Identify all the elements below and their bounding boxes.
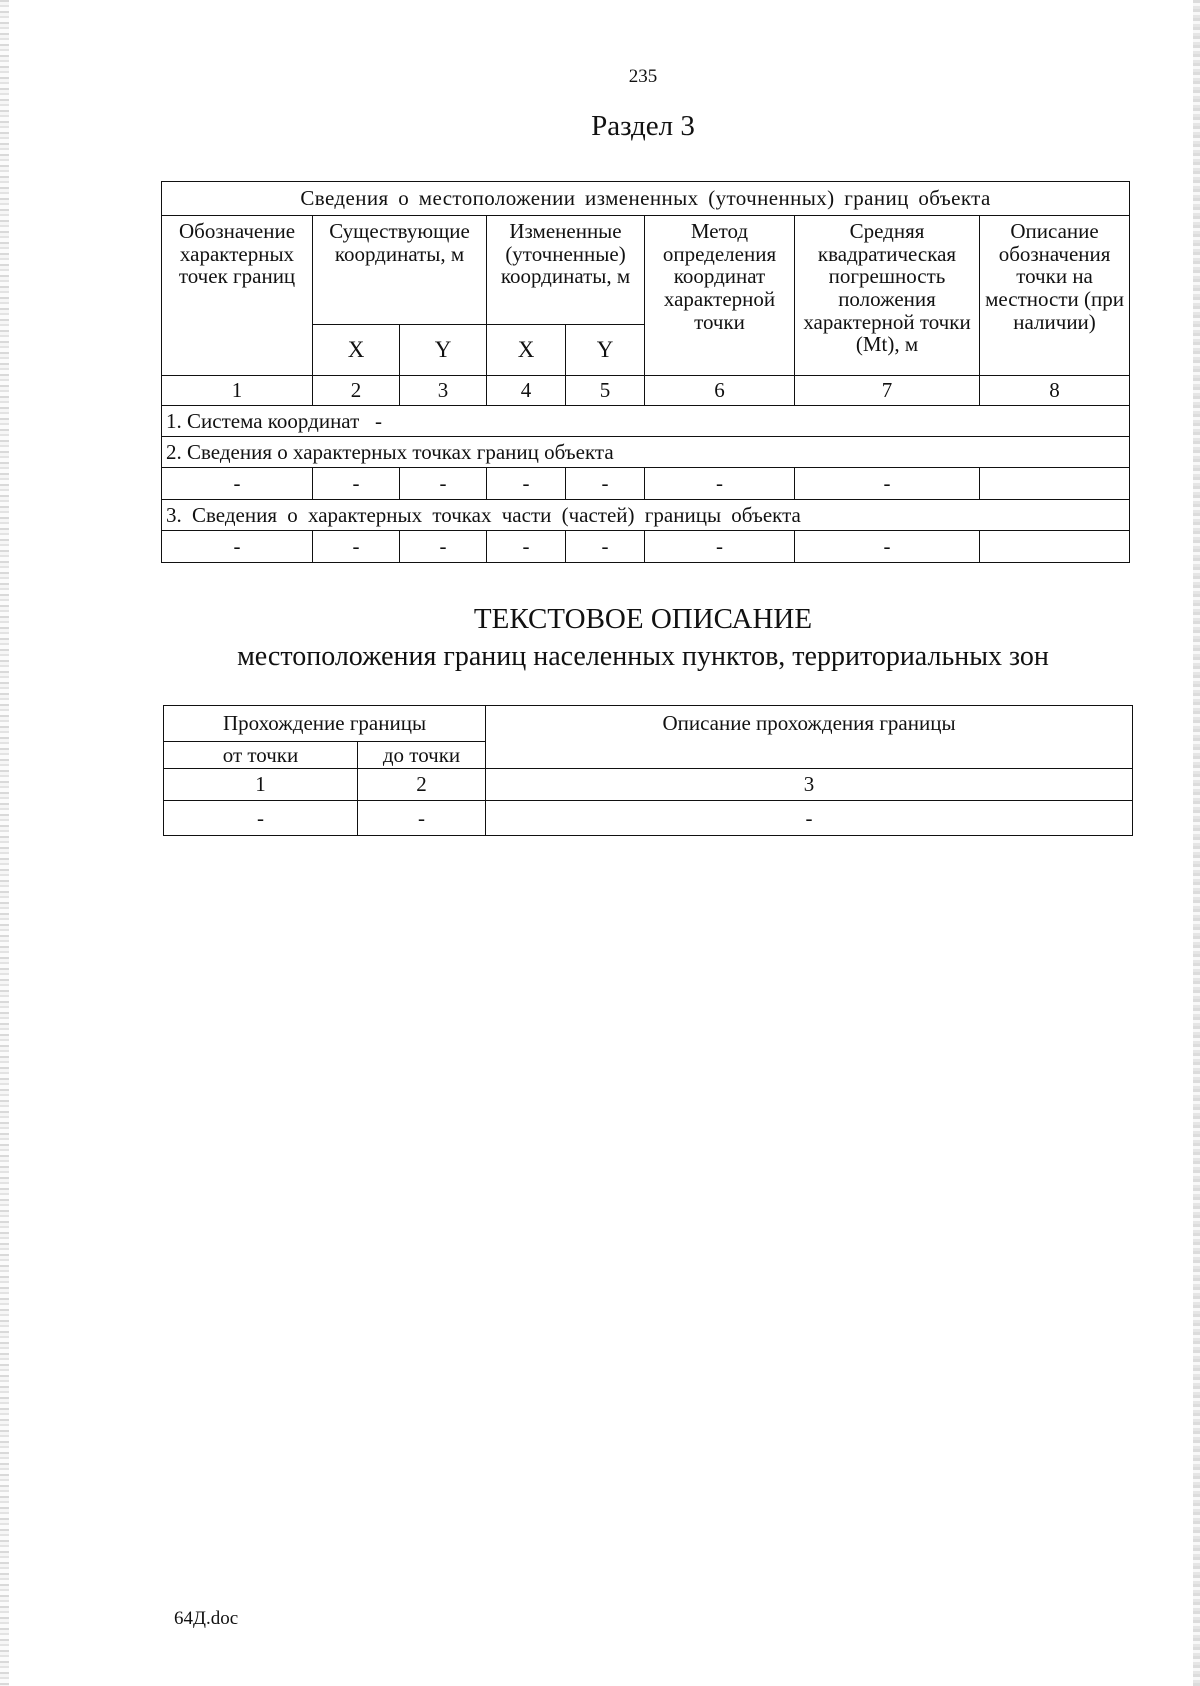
column-number: 2 [358, 769, 486, 801]
table-cell: - [487, 531, 566, 563]
section-boundary-points: 2. Сведения о характерных точках границ объекта [162, 437, 1130, 468]
header-existing-coordinates: Существующие координаты, м [313, 216, 487, 325]
table-cell: - [795, 531, 980, 563]
table-cell: - [313, 468, 400, 500]
table-cell: - [795, 468, 980, 500]
table-cell: - [400, 468, 487, 500]
subheader-changed-y: Y [566, 325, 645, 376]
boundary-coordinates-table [161, 181, 1130, 563]
boundary-description-table [163, 705, 1133, 836]
column-number: 3 [400, 376, 487, 406]
column-number: 3 [486, 769, 1133, 801]
header-method: Метод определения координат характерной точки [645, 216, 795, 376]
table1-caption: Сведения о местоположении измененных (уточненных) границ объекта [162, 182, 1130, 216]
column-numbers-row [164, 769, 1133, 801]
footer-file-name: 64Д.doc [174, 1608, 239, 1629]
header-boundary-passage: Прохождение границы [164, 706, 486, 742]
section-title: Раздел 3 [591, 110, 695, 142]
table-row [162, 468, 1130, 500]
column-number: 7 [795, 376, 980, 406]
header-passage-description: Описание прохождения границы [486, 706, 1133, 769]
table-cell: - [566, 531, 645, 563]
page-number: 235 [628, 66, 658, 87]
table-cell: - [645, 468, 795, 500]
scan-edge-right [1193, 0, 1200, 1686]
header-from-point: от точки [164, 742, 358, 769]
header-point-description: Описание обозначения точки на местности (при наличии) [980, 216, 1130, 376]
text-description-subtitle: местоположения границ населенных пунктов, территориальных зон [237, 641, 1049, 672]
table-cell: - [487, 468, 566, 500]
section-part-boundary-points: 3. Сведения о характерных точках части (частей) границы объекта [162, 500, 1130, 531]
table-cell [980, 531, 1130, 563]
table-row [164, 801, 1133, 836]
section-coordinate-system: 1. Система координат - [162, 406, 1130, 437]
header-mean-error: Средняя квадратическая погрешность положения характерной точки (Mt), м [795, 216, 980, 376]
subheader-changed-x: X [487, 325, 566, 376]
column-number: 1 [162, 376, 313, 406]
header-to-point: до точки [358, 742, 486, 769]
table-cell: - [313, 531, 400, 563]
table-cell: - [400, 531, 487, 563]
table-cell: - [645, 531, 795, 563]
table-cell: - [486, 801, 1133, 836]
column-number: 5 [566, 376, 645, 406]
header-point-designation: Обозначение характерных точек границ [162, 216, 313, 376]
column-number: 2 [313, 376, 400, 406]
header-changed-coordinates: Измененные (уточненные) координаты, м [487, 216, 645, 325]
subheader-existing-x: X [313, 325, 400, 376]
table-cell: - [162, 468, 313, 500]
table-cell: - [358, 801, 486, 836]
column-number: 8 [980, 376, 1130, 406]
column-number: 1 [164, 769, 358, 801]
table-row [162, 531, 1130, 563]
table-cell: - [164, 801, 358, 836]
column-numbers-row [162, 376, 1130, 406]
table-cell: - [162, 531, 313, 563]
column-number: 6 [645, 376, 795, 406]
text-description-title: ТЕКСТОВОЕ ОПИСАНИЕ [473, 603, 813, 635]
column-number: 4 [487, 376, 566, 406]
table-cell [980, 468, 1130, 500]
table-cell: - [566, 468, 645, 500]
scan-edge-left [0, 0, 9, 1686]
subheader-existing-y: Y [400, 325, 487, 376]
